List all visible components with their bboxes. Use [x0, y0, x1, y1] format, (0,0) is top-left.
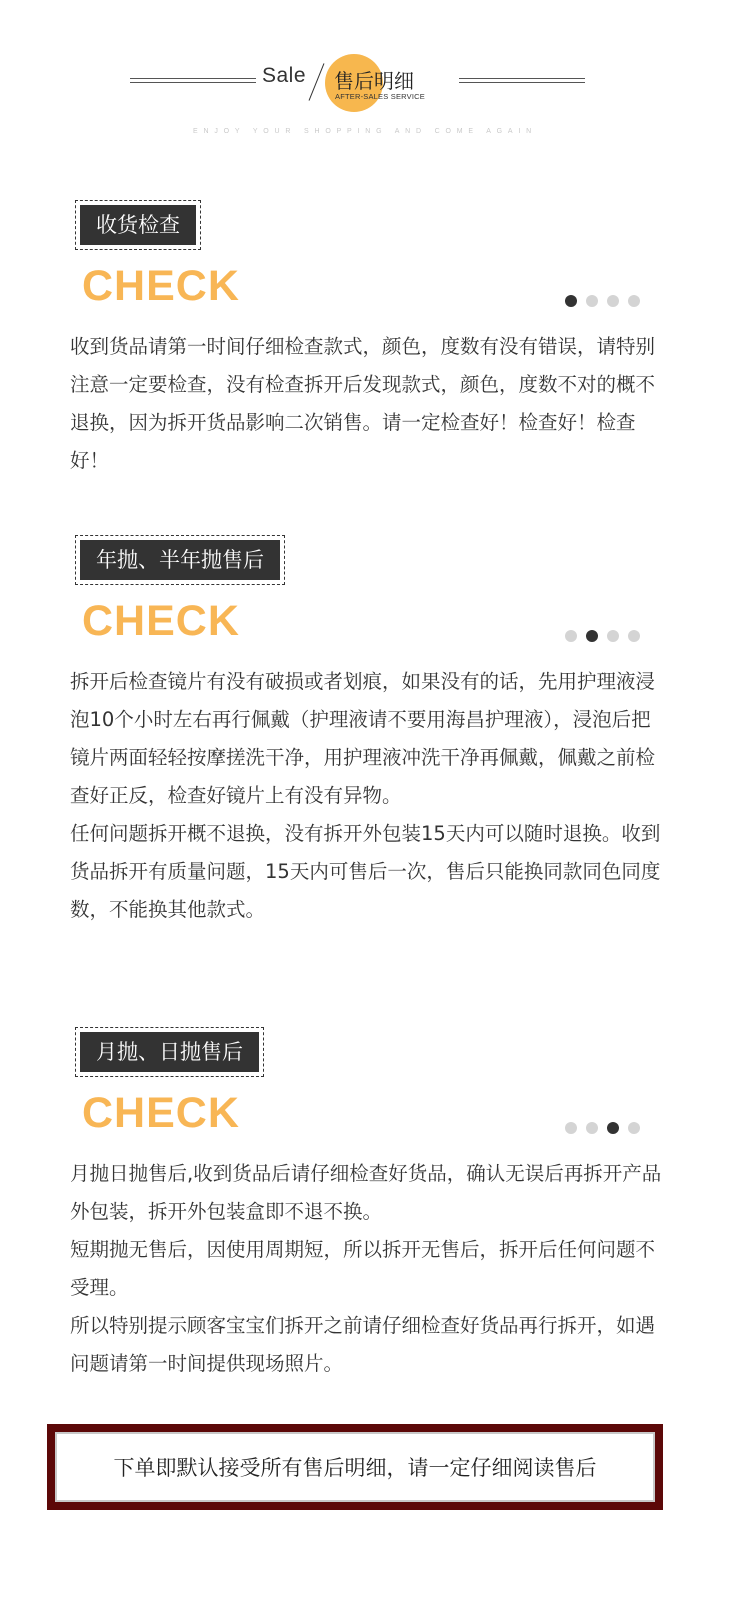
progress-dot-2 [586, 630, 598, 642]
notice-banner [47, 1424, 663, 1510]
section-check-title: CHECK [82, 1089, 240, 1137]
progress-dot-3 [607, 295, 619, 307]
section-paragraph: 所以特别提示顾客宝宝们拆开之前请仔细检查好货品再行拆开，如遇问题请第一时间提供现场照片。 [70, 1314, 656, 1375]
section-body [70, 663, 662, 929]
progress-dot-2 [586, 295, 598, 307]
progress-dot-4 [628, 1122, 640, 1134]
progress-dot-4 [628, 295, 640, 307]
section-paragraph: 拆开后检查镜片有没有破损或者划痕，如果没有的话，先用护理液浸泡10个小时左右再行佩戴（护理液请不要用海昌护理液），浸泡后把镜片两面轻轻按摩搓洗干净，用护理液冲洗干净再佩戴，佩戴之前检查好正反，检查好镜片上有没有异物。 [70, 670, 656, 807]
section-label-frame [75, 1027, 264, 1077]
progress-dot-3 [607, 630, 619, 642]
progress-dots [565, 630, 640, 642]
progress-dot-2 [586, 1122, 598, 1134]
progress-dot-1 [565, 630, 577, 642]
section-paragraph: 月抛日抛售后,收到货品后请仔细检查好货品，确认无误后再拆开产品外包装，拆开外包装盒即不退不换。 [70, 1162, 662, 1223]
section-label: 月抛、日抛售后 [80, 1032, 259, 1072]
header-tagline: ENJOY YOUR SHOPPING AND COME AGAIN [193, 128, 537, 135]
header-title-cn: 售后明细 [334, 69, 414, 93]
progress-dot-3 [607, 1122, 619, 1134]
section-body [70, 328, 662, 480]
header-sale-label: Sale [262, 64, 307, 87]
section-body [70, 1155, 662, 1383]
progress-dots [565, 1122, 640, 1134]
section-paragraph: 收到货品请第一时间仔细检查款式，颜色，度数有没有错误，请特别注意一定要检查，没有检查拆开后发现款式，颜色，度数不对的概不退换，因为拆开货品影响二次销售。请一定检查好！检查好！检查好！ [70, 335, 656, 472]
section-label: 年抛、半年抛售后 [80, 540, 280, 580]
progress-dots [565, 295, 640, 307]
header-left-rule [130, 78, 256, 83]
progress-dot-1 [565, 1122, 577, 1134]
section-label: 收货检查 [80, 205, 196, 245]
header-slash-divider [309, 63, 325, 100]
header-title-en: AFTER-SALES SERVICE [335, 92, 425, 101]
notice-text: 下单即默认接受所有售后明细，请一定仔细阅读售后 [55, 1432, 655, 1502]
section-check-title: CHECK [82, 597, 240, 645]
header-right-rule [459, 78, 585, 83]
section-check-title: CHECK [82, 262, 240, 310]
progress-dot-1 [565, 295, 577, 307]
page-header [0, 0, 730, 150]
progress-dot-4 [628, 630, 640, 642]
section-label-frame [75, 200, 201, 250]
section-paragraph: 任何问题拆开概不退换，没有拆开外包装15天内可以随时退换。收到货品拆开有质量问题，15天内可售后一次，售后只能换同款同色同度数，不能换其他款式。 [70, 822, 661, 921]
section-label-frame [75, 535, 285, 585]
section-paragraph: 短期抛无售后，因使用周期短，所以拆开无售后，拆开后任何问题不受理。 [70, 1238, 656, 1299]
